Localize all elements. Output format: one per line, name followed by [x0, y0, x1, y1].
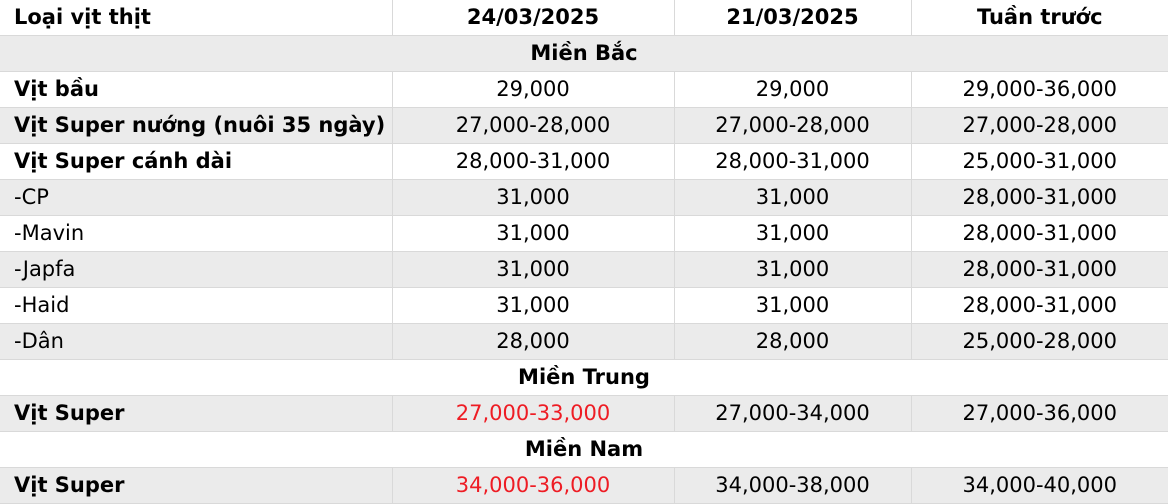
price-date-2-cell: 34,000-38,000 — [674, 467, 911, 503]
price-last-week-cell: 28,000-31,000 — [911, 251, 1168, 287]
price-date-2-cell: 27,000-28,000 — [674, 107, 911, 143]
price-last-week-cell: 34,000-40,000 — [911, 467, 1168, 503]
table-row — [0, 395, 1168, 431]
duck-type-cell: Vịt Super cánh dài — [0, 143, 392, 179]
region-row-south — [0, 431, 1168, 467]
price-last-week-cell: 29,000-36,000 — [911, 71, 1168, 107]
table-row — [0, 467, 1168, 503]
duck-type-cell: Vịt bầu — [0, 71, 392, 107]
price-date-2-cell: 29,000 — [674, 71, 911, 107]
price-date-2-cell: 31,000 — [674, 179, 911, 215]
price-date-1-cell: 27,000-33,000 — [392, 395, 674, 431]
price-last-week-cell: 28,000-31,000 — [911, 215, 1168, 251]
duck-type-cell: -Japfa — [0, 251, 392, 287]
table-row — [0, 107, 1168, 143]
table-row — [0, 71, 1168, 107]
region-label: Miền Bắc — [0, 35, 1168, 71]
price-date-1-cell: 31,000 — [392, 215, 674, 251]
price-last-week-cell: 27,000-36,000 — [911, 395, 1168, 431]
price-date-1-cell: 34,000-36,000 — [392, 467, 674, 503]
header-duck-type: Loại vịt thịt — [0, 0, 392, 35]
price-last-week-cell: 28,000-31,000 — [911, 179, 1168, 215]
region-row-north — [0, 35, 1168, 71]
region-label: Miền Trung — [0, 359, 1168, 395]
price-date-1-cell: 28,000 — [392, 323, 674, 359]
duck-type-cell: -Mavin — [0, 215, 392, 251]
price-date-1-cell: 31,000 — [392, 179, 674, 215]
table-row — [0, 179, 1168, 215]
duck-type-cell: -Dân — [0, 323, 392, 359]
duck-type-cell: Vịt Super — [0, 395, 392, 431]
header-date-1: 24/03/2025 — [392, 0, 674, 35]
region-label: Miền Nam — [0, 431, 1168, 467]
duck-type-cell: -CP — [0, 179, 392, 215]
price-last-week-cell: 28,000-31,000 — [911, 287, 1168, 323]
price-date-1-cell: 27,000-28,000 — [392, 107, 674, 143]
price-date-2-cell: 28,000-31,000 — [674, 143, 911, 179]
price-last-week-cell: 25,000-31,000 — [911, 143, 1168, 179]
price-date-1-cell: 29,000 — [392, 71, 674, 107]
table-row — [0, 215, 1168, 251]
header-date-2: 21/03/2025 — [674, 0, 911, 35]
duck-type-cell: Vịt Super nướng (nuôi 35 ngày) — [0, 107, 392, 143]
price-date-1-cell: 31,000 — [392, 287, 674, 323]
region-row-central — [0, 359, 1168, 395]
price-date-2-cell: 31,000 — [674, 287, 911, 323]
price-date-2-cell: 27,000-34,000 — [674, 395, 911, 431]
table-row — [0, 323, 1168, 359]
price-last-week-cell: 25,000-28,000 — [911, 323, 1168, 359]
duck-type-cell: Vịt Super — [0, 467, 392, 503]
header-row — [0, 0, 1168, 35]
table-row — [0, 251, 1168, 287]
duck-type-cell: -Haid — [0, 287, 392, 323]
table-row — [0, 143, 1168, 179]
price-date-1-cell: 31,000 — [392, 251, 674, 287]
price-date-2-cell: 31,000 — [674, 215, 911, 251]
price-date-1-cell: 28,000-31,000 — [392, 143, 674, 179]
price-date-2-cell: 31,000 — [674, 251, 911, 287]
header-last-week: Tuần trước — [911, 0, 1168, 35]
table-row — [0, 287, 1168, 323]
price-date-2-cell: 28,000 — [674, 323, 911, 359]
price-last-week-cell: 27,000-28,000 — [911, 107, 1168, 143]
